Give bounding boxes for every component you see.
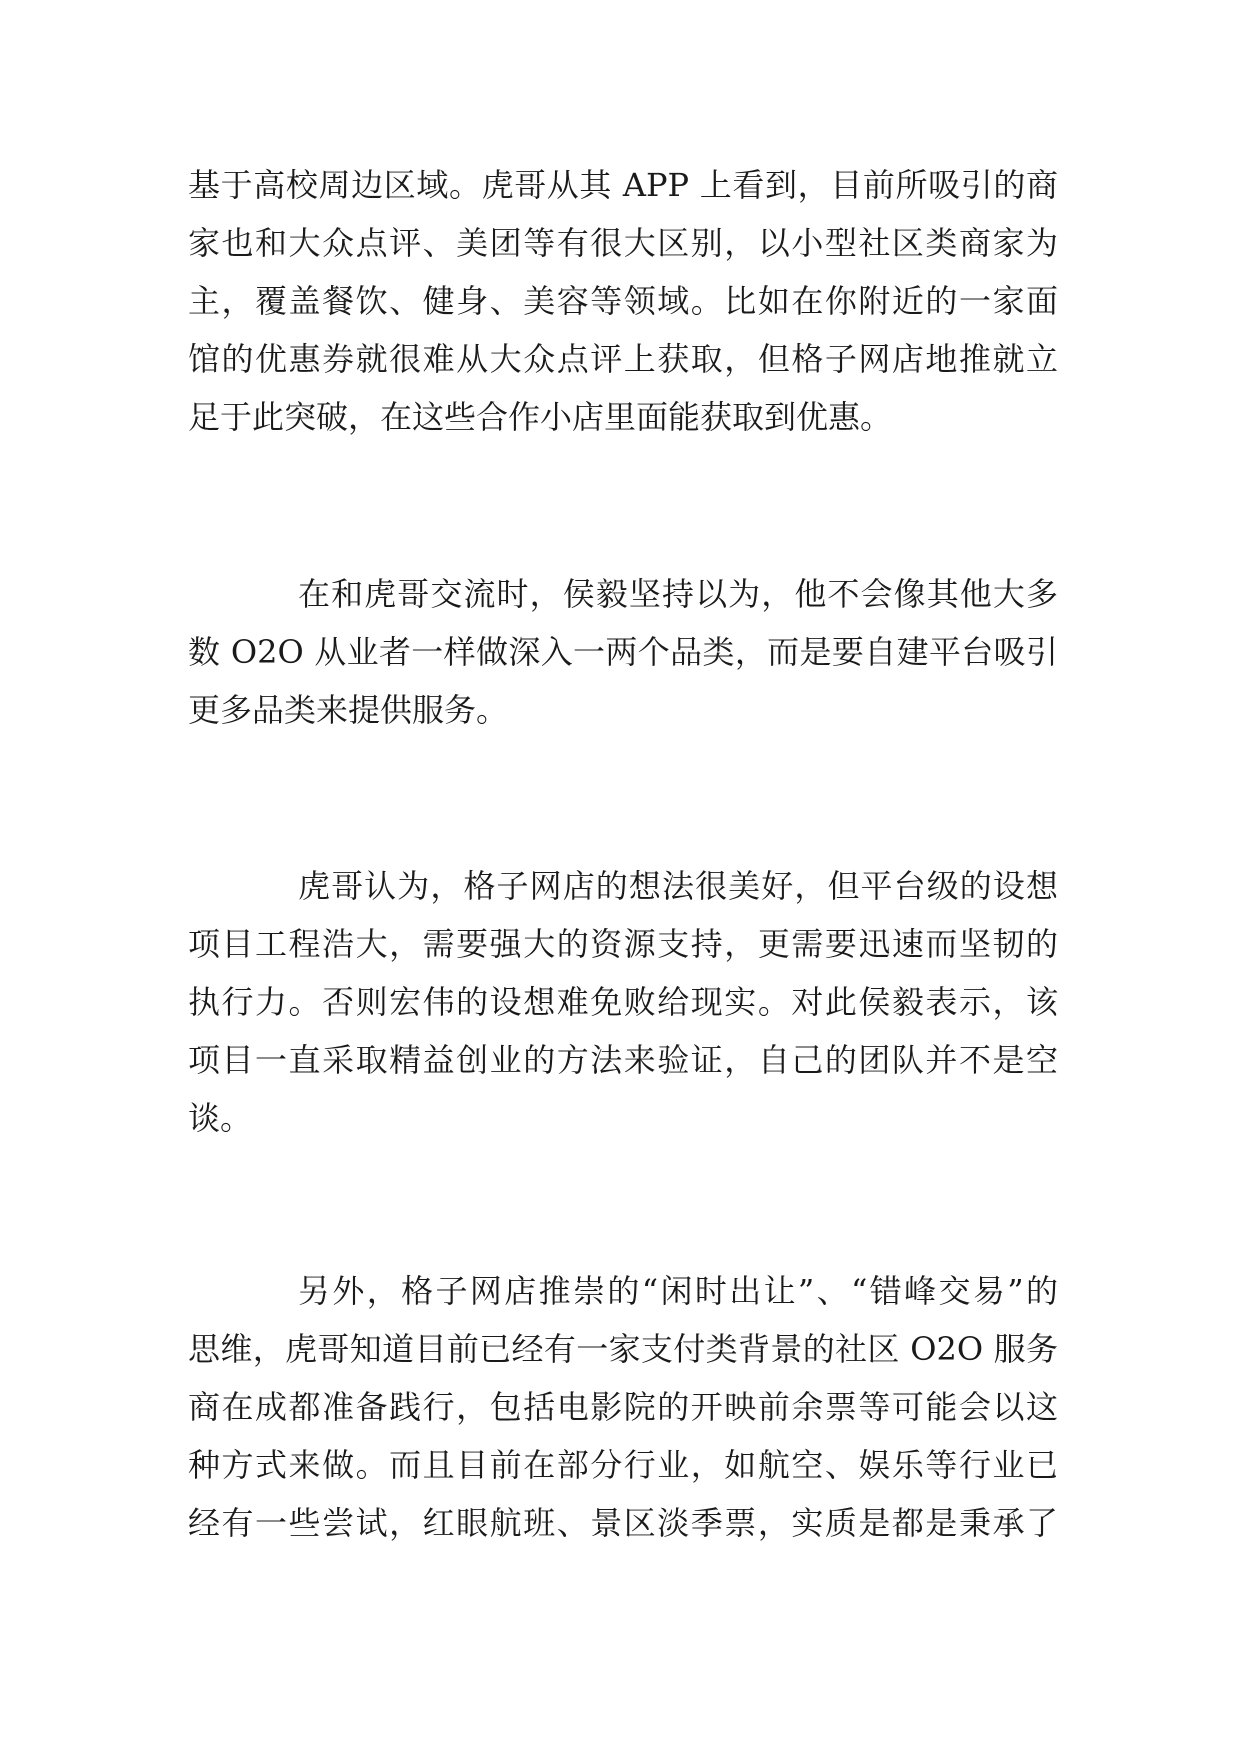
text-line: 项目工程浩大，需要强大的资源支持，更需要迅速而坚韧的	[188, 925, 1058, 963]
text-line: 在和虎哥交流时，侯毅坚持以为，他不会像其他大多	[298, 575, 1058, 613]
text-line: 思维，虎哥知道目前已经有一家支付类背景的社区 O2O 服务	[188, 1330, 1058, 1368]
text-line: 虎哥认为，格子网店的想法很美好，但平台级的设想	[298, 867, 1058, 905]
text-line: 足于此突破，在这些合作小店里面能获取到优惠。	[188, 398, 893, 436]
paragraph-1	[188, 156, 1058, 446]
text-line: 商在成都准备践行，包括电影院的开映前余票等可能会以这	[188, 1388, 1058, 1426]
text-line: 经有一些尝试，红眼航班、景区淡季票，实质是都是秉承了	[188, 1504, 1058, 1542]
text-line: 家也和大众点评、美团等有很大区别，以小型社区类商家为	[188, 224, 1058, 262]
text-line: 基于高校周边区域。虎哥从其 APP 上看到，目前所吸引的商	[188, 166, 1058, 204]
text-line: 执行力。否则宏伟的设想难免败给现实。对此侯毅表示，该	[188, 983, 1058, 1021]
paragraph-3	[188, 857, 1058, 1147]
text-line: 种方式来做。而且目前在部分行业，如航空、娱乐等行业已	[188, 1446, 1058, 1484]
text-line: 项目一直采取精益创业的方法来验证，自己的团队并不是空	[188, 1041, 1058, 1079]
paragraph-4	[188, 1262, 1058, 1552]
paragraph-2	[188, 565, 1058, 739]
text-line: 更多品类来提供服务。	[188, 691, 509, 729]
text-line: 数 O2O 从业者一样做深入一两个品类，而是要自建平台吸引	[188, 633, 1058, 671]
text-line: 另外，格子网店推崇的“闲时出让”、“错峰交易”的	[298, 1272, 1058, 1310]
text-line: 馆的优惠券就很难从大众点评上获取，但格子网店地推就立	[188, 340, 1058, 378]
text-line: 谈。	[188, 1099, 253, 1137]
text-line: 主，覆盖餐饮、健身、美容等领域。比如在你附近的一家面	[188, 282, 1058, 320]
